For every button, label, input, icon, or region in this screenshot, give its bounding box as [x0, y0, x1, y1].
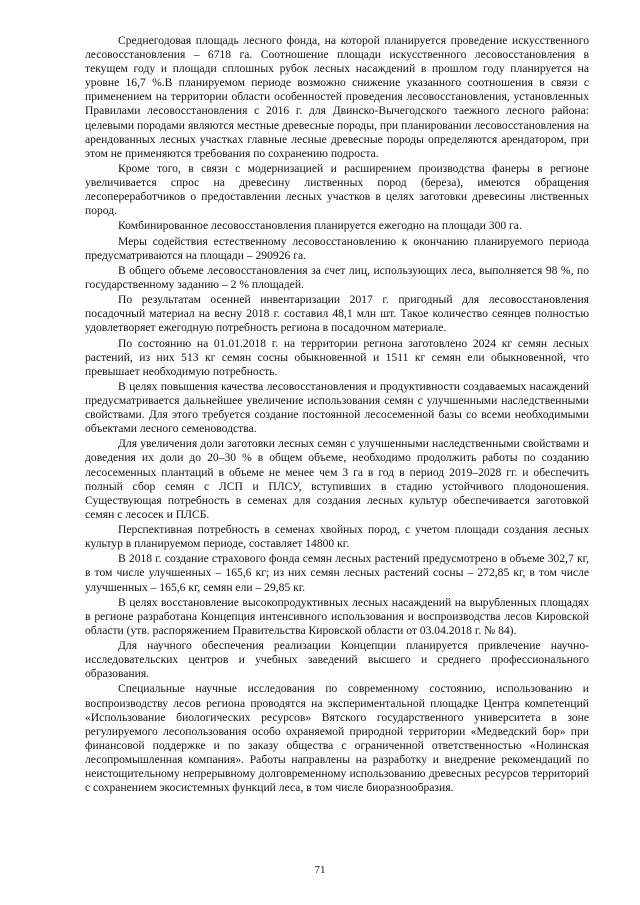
paragraph: По состоянию на 01.01.2018 г. на территории региона заготовлено 2024 кг семян лесных растений, из них 513 кг семян сосны обыкновенной и 1511 кг семян ели обыкновенной, что превышает необходимую потребность.: [85, 336, 589, 378]
paragraph: По результатам осенней инвентаризации 2017 г. пригодный для лесовосстановления посадочный материал на весну 2018 г. составил 48,1 млн шт. Такое количество сеянцев полностью удовлетворяет ежегодную потребность региона в посадочном материале.: [85, 293, 589, 335]
paragraph: Для увеличения доли заготовки лесных семян с улучшенными наследственными свойствами и доведения их доли до 20–30 % в общем объеме, необходимо продолжить работы по созданию лесосеменных плантаций в объеме не менее чем 3 га в год в период 2019–2028 гг. и обеспечить полный сбор семян с ЛСП и ПЛСУ, вступивших в стадию устойчивого плодоношения. Существующая потребность в семенах для создания лесных культур обеспечивается заготовкой семян с лесосек и ПЛСБ.: [85, 437, 589, 521]
paragraph: Перспективная потребность в семенах хвойных пород, с учетом площади создания лесных культур в планируемом периоде, составляет 14800 кг.: [85, 523, 589, 551]
paragraph: В 2018 г. создание страхового фонда семян лесных растений предусмотрено в объеме 302,7 кг, в том числе улучшенных – 165,6 кг; из них семян лесных растений сосны – 272,85 кг, в том числе улучшенных – 165,6 кг, семян ели – 29,85 кг.: [85, 552, 589, 594]
paragraph: В общего объеме лесовосстановления за счет лиц, использующих леса, выполняется 98 %, по государственному заданию – 2 % площадей.: [85, 263, 589, 291]
paragraph: Меры содействия естественному лесовосстановлению к окончанию планируемого периода предусматриваются на площади – 290926 га.: [85, 234, 589, 262]
paragraph: Специальные научные исследования по современному состоянию, использованию и воспроизводству лесов региона проводятся на экспериментальной площадке Центра компетенций «Использование биологических ресурсов» Вятского государственного университета в зоне регулируемого лесопользования особо охраняемой природной территории «Медведский бор» при финансовой поддержке и по заказу общества с ограниченной ответственностью «Нолинская лесопромышленная компания». Работы направлены на разработку и внедрение рекомендаций по неистощительному непрерывному долговременному использованию древесных ресурсов территорий с сохранением экосистемных функций леса, в том числе биоразнообразия.: [85, 682, 589, 795]
paragraph: Кроме того, в связи с модернизацией и расширением производства фанеры в регионе увеличивается спрос на древесину лиственных пород (береза), имеются обращения лесопереработчиков о предоставлении лесных участков в целях заготовки древесины лиственных пород.: [85, 161, 589, 218]
paragraph: Среднегодовая площадь лесного фонда, на которой планируется проведение искусственного лесовосстановления – 6718 га. Соотношение площади искусственного лесовосстановления в текущем году и площади сплошных рубок лесных насаждений в прошлом году планируется на уровне 16,7 %.В планируемом периоде возможно снижение указанного соотношения в связи с применением на территории области особенностей проведения лесовосстановления, установленных Правилами лесовосстановления с 2016 г. для Двинско-Вычегодского таежного лесного района: целевыми породами являются местные древесные породы, при планировании лесовосстановления на арендованных лесных участках главные лесные древесные породы определяются арендатором, при этом не применяются требования по сохранению подроста.: [85, 34, 589, 160]
paragraph: Для научного обеспечения реализации Концепции планируется привлечение научно-исследовательских центров и учебных заведений высшего и среднего профессионального образования.: [85, 639, 589, 681]
paragraph: В целях восстановление высокопродуктивных лесных насаждений на вырубленных площадях в регионе разработана Концепция интенсивного использования и воспроизводства лесов Кировской области (утв. распоряжением Правительства Кировской области от 03.04.2018 г. № 84).: [85, 595, 589, 637]
paragraph: Комбинированное лесовосстановления планируется ежегодно на площади 300 га.: [118, 219, 522, 233]
paragraph: В целях повышения качества лесовосстановления и продуктивности создаваемых насаждений предусматривается дальнейшее увеличение использования семян с улучшенными наследственными свойствами. Для этого требуется создание постоянной лесосеменной базы со всеми необходимыми объектами лесного семеноводства.: [85, 379, 589, 436]
page-number: 71: [314, 864, 326, 876]
